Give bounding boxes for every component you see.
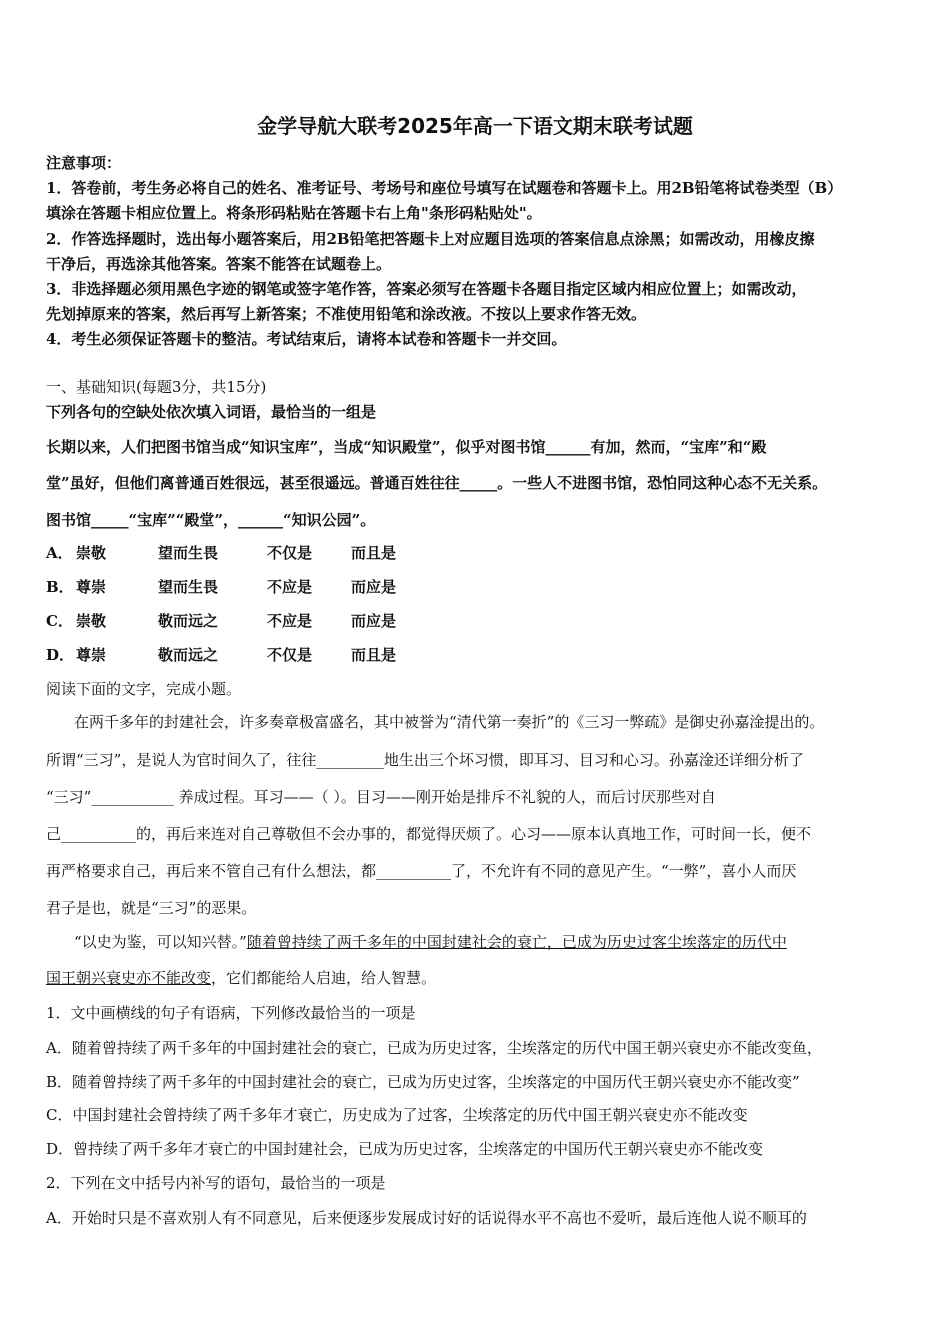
notice-item-1b: 填涂在答题卡相应位置上。将条形码粘贴在答题卡右上角"条形码粘贴处"。 bbox=[46, 204, 542, 222]
option-word-4: 而且是 bbox=[351, 646, 397, 664]
option-word-4: 而且是 bbox=[351, 544, 397, 562]
option-word-2: 敬而远之 bbox=[158, 646, 219, 664]
option-word-4: 而应是 bbox=[351, 612, 397, 630]
passage-line-2: 堂”虽好，但他们离普通百姓很远，甚至很遥远。普通百姓往往_____。一些人不进图书馆，恐怕同这种心态不无关系。 bbox=[46, 474, 828, 492]
reading-line-3: “三习”___________ 养成过程。耳习——（ ）。目习——刚开始是排斥不礼貌的人，而后讨厌那些对自 bbox=[46, 788, 716, 806]
notice-item-3b: 先划掉原来的答案，然后再写上新答案；不准使用铅笔和涂改液。不按以上要求作答无效。 bbox=[46, 305, 647, 323]
option-letter: D． bbox=[46, 646, 75, 664]
notice-item-1a: 1．答卷前，考生务必将自己的姓名、准考证号、考场号和座位号填写在试题卷和答题卡上。用2B铅笔将试卷类型（B） bbox=[46, 179, 843, 197]
option-word-3: 不应是 bbox=[267, 612, 313, 630]
notice-heading: 注意事项： bbox=[46, 154, 122, 172]
option-word-3: 不应是 bbox=[267, 578, 313, 596]
section-heading: 一、基础知识(每题3分，共15分) bbox=[46, 378, 267, 396]
reading-line-4: 己__________的，再后来连对自己尊敬但不会办事的，都觉得厌烦了。心习——原本认真地工作，可时间一长，便不 bbox=[46, 825, 812, 843]
notice-item-2a: 2．作答选择题时，选出每小题答案后，用2B铅笔把答题卡上对应题目选项的答案信息点涂黑；如需改动，用橡皮擦 bbox=[46, 230, 815, 248]
page-title: 金学导航大联考2025年高一下语文期末联考试题 bbox=[257, 114, 693, 138]
option-word-1: 尊崇 bbox=[76, 646, 107, 664]
q1-option-d[interactable]: D．曾持续了两千多年才衰亡的中国封建社会，已成为历史过客，尘埃落定的中国历代王朝兴衰史亦不能改变 bbox=[46, 1140, 764, 1158]
quote-text: “以史为鉴，可以知兴替。” bbox=[74, 933, 247, 951]
sentence-tail: ，它们都能给人启迪，给人智慧。 bbox=[211, 969, 437, 987]
option-letter: B． bbox=[46, 578, 74, 596]
reading-line-8 bbox=[46, 968, 436, 988]
option-word-1: 崇敬 bbox=[76, 544, 107, 562]
option-word-2: 敬而远之 bbox=[158, 612, 219, 630]
reading-line-1: 在两千多年的封建社会，许多奏章极富盛名，其中被誉为“清代第一奏折”的《三习一弊疏》是御史孙嘉淦提出的。 bbox=[74, 713, 825, 731]
option-word-2: 望而生畏 bbox=[158, 578, 219, 596]
question-prompt: 下列各句的空缺处依次填入词语，最恰当的一组是 bbox=[46, 403, 377, 421]
reading-line-6: 君子是也，就是“三习”的恶果。 bbox=[46, 899, 257, 917]
q2-option-a[interactable]: A．开始时只是不喜欢别人有不同意见，后来便逐步发展成讨好的话说得水平不高也不爱听，最后连他人说不顺耳的 bbox=[46, 1209, 807, 1227]
notice-item-4: 4．考生必须保证答题卡的整洁。考试结束后，请将本试卷和答题卡一并交回。 bbox=[46, 330, 567, 348]
underlined-sentence-part-1: 随着曾持续了两千多年的中国封建社会的衰亡，已成为历史过客尘埃落定的历代中 bbox=[246, 933, 787, 951]
underlined-sentence-part-2: 国王朝兴衰史亦不能改变 bbox=[46, 969, 212, 987]
reading-line-2: 所谓“三习”，是说人为官时间久了，往往_________地生出三个坏习惯，即耳习、目习和心习。孙嘉淦还详细分析了 bbox=[46, 751, 804, 769]
reading-prompt: 阅读下面的文字，完成小题。 bbox=[46, 680, 242, 698]
option-letter: C． bbox=[46, 612, 73, 630]
option-word-3: 不仅是 bbox=[267, 646, 313, 664]
reading-line-5: 再严格要求自己，再后来不管自己有什么想法，都__________了，不允许有不同的意见产生。“一弊”，喜小人而厌 bbox=[46, 862, 797, 880]
passage-line-1: 长期以来，人们把图书馆当成“知识宝库”，当成“知识殿堂”，似乎对图书馆______有加，然而，“宝库”和“殿 bbox=[46, 438, 767, 456]
option-word-2: 望而生畏 bbox=[158, 544, 219, 562]
q2-stem: 2．下列在文中括号内补写的语句，最恰当的一项是 bbox=[46, 1174, 386, 1192]
notice-item-3a: 3．非选择题必须用黑色字迹的钢笔或签字笔作答，答案必须写在答题卡各题目指定区域内相应位置上；如需改动， bbox=[46, 280, 807, 298]
passage-line-3: 图书馆_____“宝库”“殿堂”，______“知识公园”。 bbox=[46, 511, 376, 529]
q1-option-c[interactable]: C．中国封建社会曾持续了两千多年才衰亡，历史成为了过客，尘埃落定的历代中国王朝兴衰史亦不能改变 bbox=[46, 1106, 748, 1124]
option-word-1: 崇敬 bbox=[76, 612, 107, 630]
option-word-1: 尊崇 bbox=[76, 578, 107, 596]
option-word-4: 而应是 bbox=[351, 578, 397, 596]
q1-stem: 1．文中画横线的句子有语病，下列修改最恰当的一项是 bbox=[46, 1004, 416, 1022]
notice-item-2b: 干净后，再选涂其他答案。答案不能答在试题卷上。 bbox=[46, 255, 392, 273]
q1-option-b[interactable]: B．随着曾持续了两千多年的中国封建社会的衰亡，已成为历史过客，尘埃落定的中国历代王朝兴衰史亦不能改变” bbox=[46, 1073, 800, 1091]
option-word-3: 不仅是 bbox=[267, 544, 313, 562]
q1-option-a[interactable]: A．随着曾持续了两千多年的中国封建社会的衰亡，已成为历史过客，尘埃落定的历代中国王朝兴衰史亦不能改变鱼， bbox=[46, 1039, 822, 1057]
reading-line-7 bbox=[74, 932, 787, 952]
option-letter: A． bbox=[46, 544, 73, 562]
